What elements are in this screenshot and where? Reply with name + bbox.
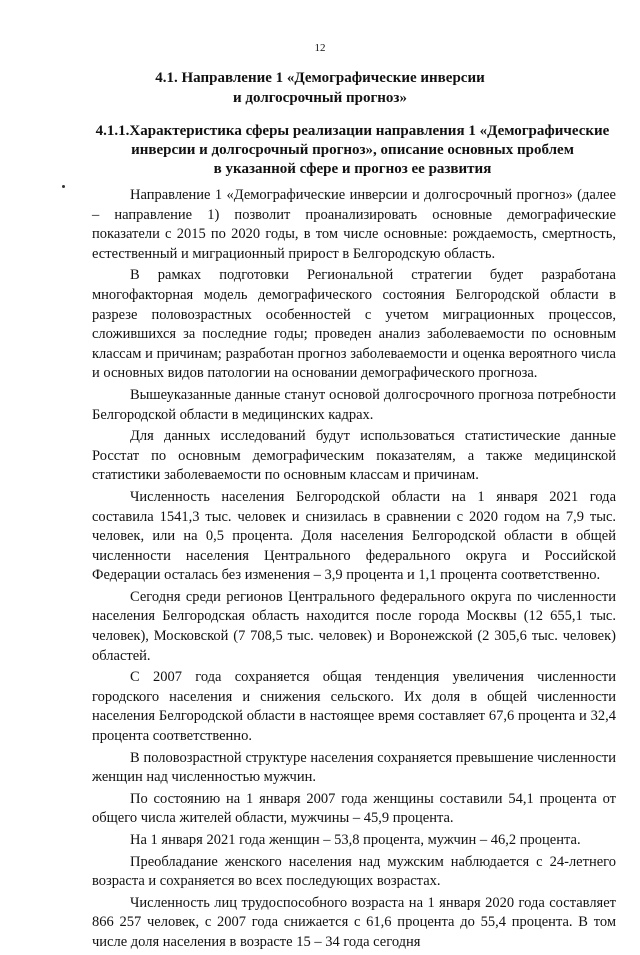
paragraph-6: Сегодня среди регионов Центрального федерального округа по численности населения Белгородская область находится после города Москвы (12 655,1 тыс. человек), Московской (7 708,5 тыс. человек) и Воронежской (2 305,6 тыс. человек) областей. [92,588,616,664]
scan-speck [62,185,65,188]
paragraph-2: В рамках подготовки Региональной стратегии будет разработана многофакторная модель демографического состояния Белгородской области в разрезе половозрастных особенностей с учетом миграционных процессов, сложившихся за последние годы; проведен анализ заболеваемости по основным классам и причинам; разработан прогноз заболеваемости и оценка вероятного числа и основных видов патологии на основании демографического прогноза. [92,267,616,382]
document-body [92,186,616,955]
paragraph-10: На 1 января 2021 года женщин – 53,8 процента, мужчин – 46,2 процента. [130,832,581,848]
paragraph-9: По состоянию на 1 января 2007 года женщины составили 54,1 процента от общего числа жителей области, мужчины – 45,9 процента. [92,790,616,827]
paragraph-5: Численность населения Белгородской области на 1 января 2021 года составила 1541,3 тыс. человек и снизилась в сравнении с 2020 годом на 7,9 тыс. человек, или на 0,5 процента. Доля населения Белгородской области в общей численности населения Центрального федерального округа и Российской Федерации осталась без изменения – 3,9 процента и 1,1 процента соответственно. [92,488,616,584]
paragraph-8: В половозрастной структуре населения сохраняется превышение численности женщин над численностью мужчин. [92,749,616,786]
subsection-heading-line-1: 4.1.1.Характеристика сферы реализации направления 1 «Демографические [95,123,610,139]
page-number: 12 [314,42,326,54]
paragraph-1: Направление 1 «Демографические инверсии и долгосрочный прогноз» (далее – направление 1) позволит проанализировать основные демографические показатели с 2015 по 2020 годы, в том числе основные: рождаемость, смертность, естественный и миграционный прирост в Белгородскую область. [92,187,616,262]
subsection-heading-line-2: инверсии и долгосрочный прогноз», описание основных проблем [131,142,574,158]
paragraph-12: Численность лиц трудоспособного возраста на 1 января 2020 года составляет 866 257 человек, с 2007 года снижается с 61,6 процента до 55,4 процента. В том числе доля населения в возрасте 15 – 34 года сегодня [92,894,616,950]
section-heading-line-2: и долгосрочный прогноз» [233,90,407,106]
section-heading-line-1: 4.1. Направление 1 «Демографические инверсии [155,70,485,86]
section-heading [100,68,540,108]
subsection-heading-line-3: в указанной сфере и прогноз ее развития [213,161,492,177]
paragraph-3: Вышеуказанные данные станут основой долгосрочного прогноза потребности Белгородской области в медицинских кадрах. [92,386,616,423]
subsection-heading [90,122,615,179]
paragraph-11: Преобладание женского населения над мужским наблюдается с 24-летнего возраста и сохраняется во всех последующих возрастах. [92,853,616,890]
paragraph-4: Для данных исследований будут использоваться статистические данные Росстат по основным демографическим показателям, а также медицинской статистики заболеваемости по основным классам и причинам. [92,428,616,484]
paragraph-7: С 2007 года сохраняется общая тенденция увеличения численности городского населения и снижения сельского. Их доля в общей численности населения Белгородской области в настоящее время составляет 67,6 процента и 32,4 процента соответственно. [92,669,616,745]
